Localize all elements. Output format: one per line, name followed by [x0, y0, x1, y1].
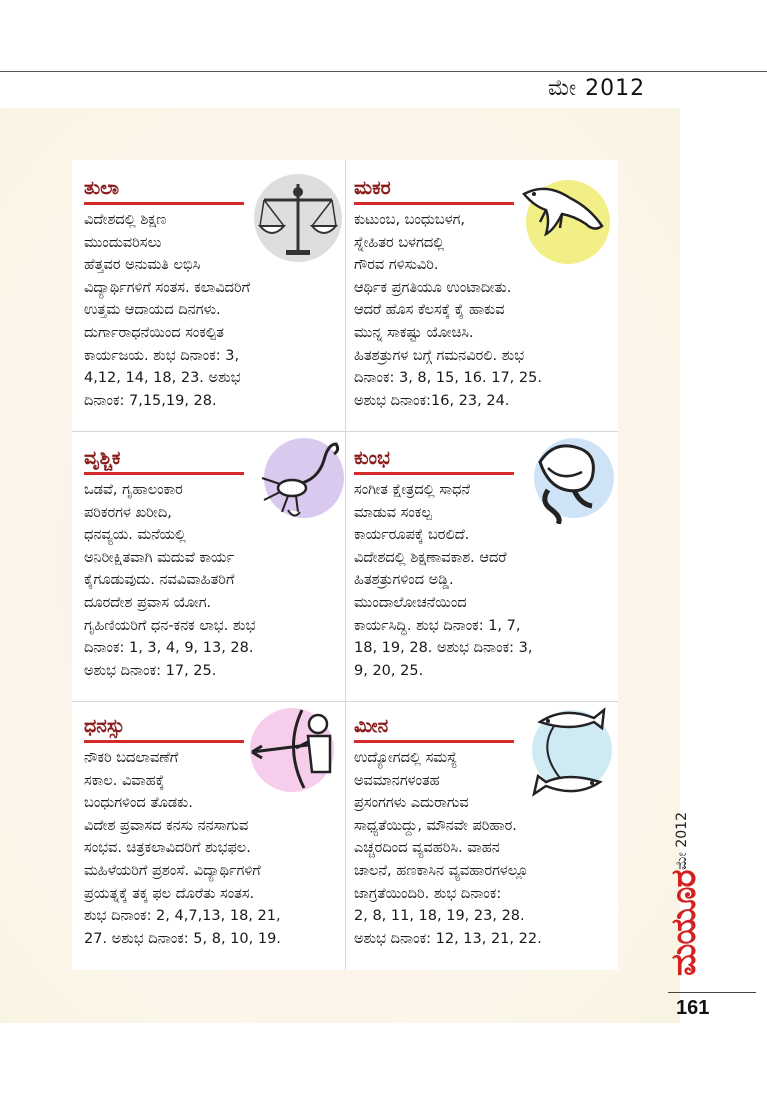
title-underline — [84, 472, 244, 475]
sign-title: ವೃಶ್ಚಿಕ — [84, 447, 121, 469]
page-number: 161 — [676, 997, 710, 1019]
sagittarius-archer-icon — [246, 702, 342, 798]
title-underline — [354, 740, 514, 743]
sign-forecast-text: ಕುಟುಂಬ, ಬಂಧುಬಳಗ, ಸ್ನೇಹಿತರ ಬಳಗದಲ್ಲಿ ಗೌರವ ಗಳಿಸುವಿರಿ. ಆರ್ಥಿಕ ಪ್ರಗತಿಯೂ ಉಂಟಾದೀತು. ಆದರೆ ಹೊಸ ಕೆಲಸಕ್ಕೆ ಕೈ ಹಾಕುವ ಮುನ್ನ ಸಾಕಷ್ಟು ಯೋಚಿಸಿ. ಹಿತಶತ್ರುಗಳ ಬಗ್ಗೆ ಗಮನವಿರಲಿ. ಶುಭ ದಿನಾಂಕ: 3, 8, 15, 16. 17, 25. ಅಶುಭ ದಿನಾಂಕ:16, 23, 24. — [354, 212, 542, 409]
top-rule — [0, 71, 767, 72]
scorpio-scorpion-icon — [248, 430, 344, 526]
libra-scales-icon — [250, 170, 346, 266]
sign-forecast-text: ನೌಕರಿ ಬದಲಾವಣೆಗೆ ಸಕಾಲ. ವಿವಾಹಕ್ಕೆ ಬಂಧುಗಳಿಂದ ತೊಡಕು. ವಿದೇಶ ಪ್ರವಾಸದ ಕನಸು ನನಸಾಗುವ ಸಂಭವ. ಚಿತ್ರಕಲಾವಿದರಿಗೆ ಶುಭಫಲ. ಮಹಿಳೆಯರಿಗೆ ಪ್ರಶಂಸೆ. ವಿದ್ಯಾರ್ಥಿಗಳಿಗೆ ಪ್ರಯತ್ನಕ್ಕೆ ತಕ್ಕ ಫಲ ದೊರೆತು ಸಂತಸ. ಶುಭ ದಿನಾಂಕ: 2, 4,7,13, 18, 21, 27. ಅಶುಭ ದಿನಾಂಕ: 5, 8, 10, 19. — [84, 750, 281, 947]
title-underline — [354, 472, 514, 475]
sign-title: ಧನಸ್ಸು — [84, 715, 125, 737]
sign-title: ಮೀನ — [354, 715, 389, 737]
title-underline — [354, 202, 514, 205]
magazine-logo-text: ಮಯೂರ — [664, 870, 704, 976]
title-underline — [84, 740, 244, 743]
title-underline — [84, 202, 244, 205]
footer-rule — [668, 992, 756, 993]
capricorn-crocodile-icon — [516, 172, 612, 268]
sign-title: ಕುಂಭ — [354, 447, 390, 469]
sign-forecast-text: ಉದ್ಯೋಗದಲ್ಲಿ ಸಮಸ್ಯೆ ಅವಮಾನಗಳಂತಹ ಪ್ರಸಂಗಗಳು ಎದುರಾಗುವ ಸಾಧ್ಯತೆಯಿದ್ದು, ಮೌನವೇ ಪರಿಹಾರ. ಎಚ್ಚರದಿಂದ ವ್ಯವಹರಿಸಿ. ವಾಹನ ಚಾಲನೆ, ಹಣಕಾಸಿನ ವ್ಯವಹಾರಗಳಲ್ಲೂ ಜಾಗ್ರತೆಯಿಂದಿರಿ. ಶುಭ ದಿನಾಂಕ: 2, 8, 11, 18, 19, 23, 28. ಅಶುಭ ದಿನಾಂಕ: 12, 13, 21, 22. — [354, 750, 542, 947]
header-month-year: ಮೇ 2012 — [548, 76, 646, 101]
sidebar-date-text: ಮೇ 2012 — [674, 812, 690, 870]
sidebar-date — [674, 800, 694, 870]
pisces-fish-icon — [520, 702, 616, 798]
sign-title: ಮಕರ — [354, 177, 391, 199]
sign-forecast-text: ಒಡವೆ, ಗೃಹಾಲಂಕಾರ ಪರಿಕರಗಳ ಖರೀದಿ, ಧನವ್ಯಯ. ಮನೆಯಲ್ಲಿ ಅನಿರೀಕ್ಷಿತವಾಗಿ ಮದುವೆ ಕಾರ್ಯ ಕೈಗೂಡುವುದು. ನವವಿವಾಹಿತರಿಗೆ ದೂರದೇಶ ಪ್ರವಾಸ ಯೋಗ. ಗೃಹಿಣಿಯರಿಗೆ ಧನ-ಕನಕ ಲಾಭ. ಶುಭ ದಿನಾಂಕ: 1, 3, 4, 9, 13, 28. ಅಶುಭ ದಿನಾಂಕ: 17, 25. — [84, 482, 256, 679]
sign-title: ತುಲಾ — [84, 177, 120, 199]
magazine-logo — [664, 870, 712, 976]
sign-forecast-text: ಸಂಗೀತ ಕ್ಷೇತ್ರದಲ್ಲಿ ಸಾಧನೆ ಮಾಡುವ ಸಂಕಲ್ಪ ಕಾರ್ಯರೂಪಕ್ಕೆ ಬರಲಿದೆ. ವಿದೇಶದಲ್ಲಿ ಶಿಕ್ಷಣಾವಕಾಶ. ಆದರೆ ಹಿತಶತ್ರುಗಳಿಂದ ಅಡ್ಡಿ. ಮುಂದಾಲೋಚನೆಯಿಂದ ಕಾರ್ಯಸಿದ್ಧಿ. ಶುಭ ದಿನಾಂಕ: 1, 7, 18, 19, 28. ಅಶುಭ ದಿನಾಂಕ: 3, 9, 20, 25. — [354, 482, 533, 679]
aquarius-water-pot-icon — [518, 428, 614, 524]
sign-forecast-text: ವಿದೇಶದಲ್ಲಿ ಶಿಕ್ಷಣ ಮುಂದುವರಿಸಲು ಹೆತ್ತವರ ಅನುಮತಿ ಲಭಿಸಿ ವಿದ್ಯಾರ್ಥಿಗಳಿಗೆ ಸಂತಸ. ಕಲಾವಿದರಿಗೆ ಉತ್ತಮ ಆದಾಯದ ದಿನಗಳು. ದುರ್ಗಾರಾಧನೆಯಿಂದ ಸಂಕಲ್ಪಿತ ಕಾರ್ಯಜಯ. ಶುಭ ದಿನಾಂಕ: 3, 4,12, 14, 18, 23. ಅಶುಭ ದಿನಾಂಕ: 7,15,19, 28. — [84, 212, 251, 409]
